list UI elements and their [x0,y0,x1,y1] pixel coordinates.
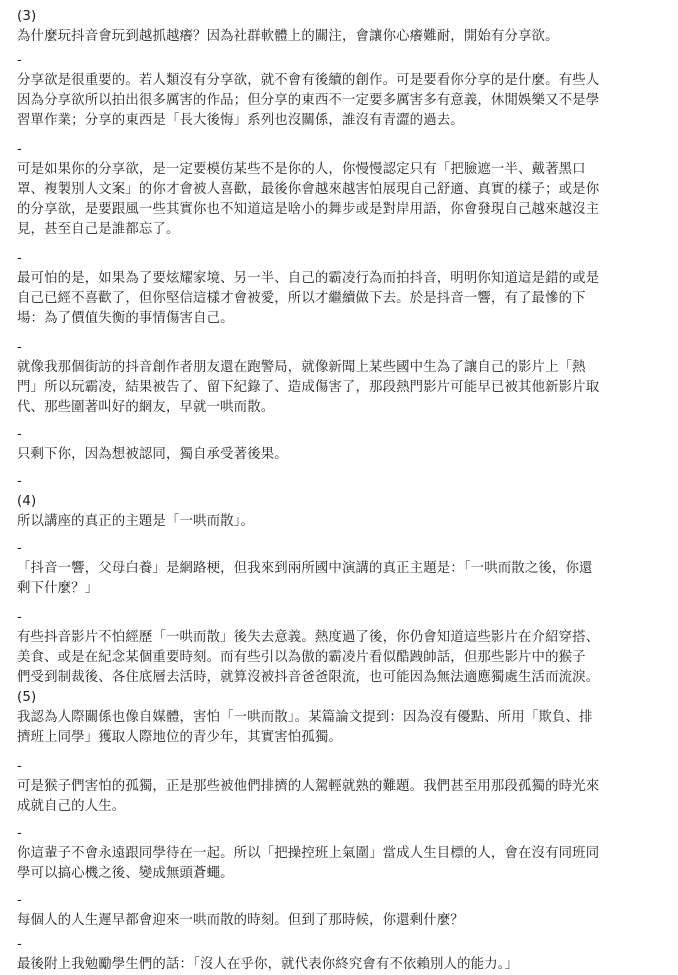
paragraph-line: 的分享欲，是要跟風一些其實你也不知道這是啥小的舞步或是對岸用語，你會發現自己越來越沒主 [17,202,600,217]
paragraph-line: 自己已經不喜歡了，但你堅信這樣才會被愛，所以才繼續做下去。於是抖音一響，有了最慘的下 [17,291,586,306]
paragraph-line: 就像我那個街訪的抖音創作者朋友還在跑警局，就像新聞上某些國中生為了讓自己的影片上「熱 [17,360,586,375]
closing-quote-line: 最後附上我勉勵學生們的話：「沒人在乎你，就代表你終究會有不依賴別人的能力。」 [17,957,519,972]
paragraph-line: 可是猴子們害怕的孤獨，正是那些被他們排擠的人駕輕就熟的難題。我們甚至用那段孤獨的時光來 [17,779,600,794]
paragraph-line: 你這輩子不會永遠跟同學待在一起。所以「把操控班上氣圍」當成人生目標的人，會在沒有同班同 [17,846,600,861]
paragraph-line: 門」所以玩霸凌，結果被告了、留下紀錄了、造成傷害了，那段熱門影片可能早已被其他新影片取 [17,380,600,395]
paragraph-line: 「抖音一響，父母白養」是網路梗，但我來到兩所國中演講的真正主題是：「一哄而散之後，你還 [17,561,593,576]
paragraph-line: 只剩下你，因為想被認同，獨自承受著後果。 [17,447,288,462]
paragraph-line: 罩、複製別人文案」的你才會被人喜歡，最後你會越來越害怕展現自己舒適、真實的樣子；或是你 [17,182,600,197]
separator-dash: - [17,142,22,157]
paragraph-line: 擠班上同學」獲取人際地位的青少年，其實害怕孤獨。 [17,730,342,745]
paragraph-line: 場：為了價值失衡的事情傷害自己。 [17,311,234,326]
paragraph-line: 我認為人際關係也像自媒體，害怕「一哄而散」。某篇論文提到：因為沒有優點、所用「欺負、排 [17,710,593,725]
paragraph-line: 代、那些圍著叫好的網友，早就一哄而散。 [17,400,275,415]
paragraph-line: 有些抖音影片不怕經歷「一哄而散」後失去意義。熱度過了後，你仍會知道這些影片在介紹穿搭、 [17,630,600,645]
separator-dash: - [17,937,22,952]
post-body [17,7,667,975]
paragraph-line: 成就自己的人生。 [17,799,126,814]
paragraph-line: 因為分享欲所以拍出很多厲害的作品；但分享的東西不一定要多厲害多有意義，休閒娛樂又不是學 [17,93,600,108]
separator-dash: - [17,893,22,908]
paragraph-line: 們受到制裁後、各住底層去活時，就算沒被抖音爸爸限流，也可能因為無法適應獨處生活而流淚。 [17,670,600,685]
section-number: (4) [17,494,37,509]
paragraph-line: 每個人的人生遲早都會迎來一哄而散的時刻。但到了那時候，你還剩什麼？ [17,913,464,928]
paragraph-line: 可是如果你的分享欲，是一定要模仿某些不是你的人，你慢慢認定只有「把臉遮一半、戴著黑口 [17,162,586,177]
paragraph-line: 剩下什麼？」 [17,581,99,596]
paragraph-line: 見，甚至自己是誰都忘了。 [17,222,180,237]
separator-dash: - [17,340,22,355]
separator-dash: - [17,541,22,556]
separator-dash: - [17,251,22,266]
section-number: (5) [17,690,37,705]
paragraph-line: 分享欲是很重要的。若人類沒有分享欲，就不會有後續的創作。可是要看你分享的是什麼。有些人 [17,73,600,88]
paragraph-line: 為什麼玩抖音會玩到越抓越癢？因為社群軟體上的關注，會讓你心癢難耐，開始有分享欲。 [17,29,559,44]
section-number: (3) [17,9,37,24]
separator-dash: - [17,759,22,774]
paragraph-line: 習單作業；分享的東西是「長大後悔」系列也沒關係，誰沒有青澀的過去。 [17,113,464,128]
paragraph-line: 所以講座的真正的主題是「一哄而散」。 [17,514,255,529]
paragraph-line: 最可怕的是，如果為了要炫耀家境、另一半、自己的霸凌行為而拍抖音，明明你知道這是錯的或是 [17,271,600,286]
paragraph-line: 學可以搞心機之後、變成無頭蒼蠅。 [17,866,234,881]
separator-dash: - [17,610,22,625]
separator-dash: - [17,427,22,442]
paragraph-line: 美食、或是在紀念某個重要時刻。而有些引以為傲的霸凌片看似酷跩帥話，但那些影片中的猴子 [17,650,586,665]
separator-dash: - [17,53,22,68]
separator-dash: - [17,826,22,841]
separator-dash: - [17,474,22,489]
